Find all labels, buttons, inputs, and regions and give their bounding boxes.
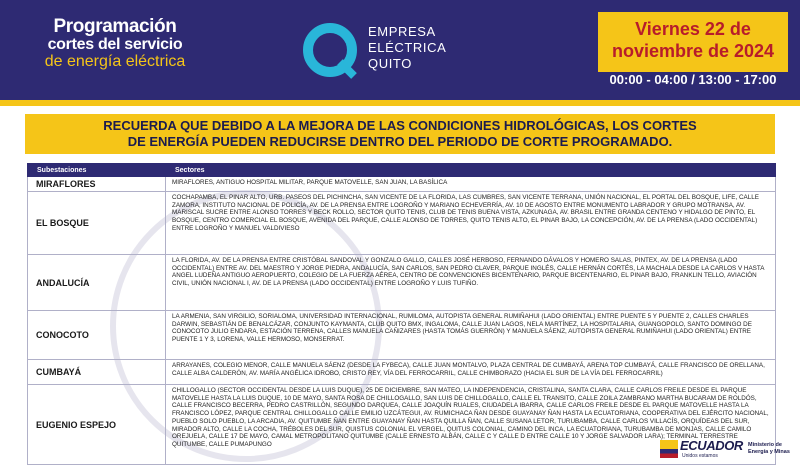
company-line-1: EMPRESA xyxy=(368,24,436,39)
table-row xyxy=(27,177,776,192)
sectors-text: ARRAYANES, COLEGIO MENOR, CALLE MANUELA SÁENZ (DESDE LA FYBECA), CALLE JUAN MONTALVO, PLAZA CENTRAL DE CUMBAYÁ, ARENA TOP CUMBAYÁ, CALLE FRANCISCO DE ORELLANA, CALLE ALBA CALDERÓN, AV. MARÍA ANGÉLICA IDROBO, CRISTO REY, VÍA DEL FERROCARRIL, CALLE CHIMBORAZO (HACIA EL SUR DE LA VÍA DEL FERROCARRIL) xyxy=(172,362,765,377)
substation-name: MIRAFLORES xyxy=(28,177,166,191)
ecuador-wordmark: ECUADOR xyxy=(680,438,743,453)
page-title xyxy=(30,17,200,71)
ecuador-slogan: Unidos estamos xyxy=(682,453,718,459)
date-line-1: Viernes 22 de xyxy=(635,19,751,39)
title-line-3: de energía eléctrica xyxy=(44,52,186,70)
substation-name: CUMBAYÁ xyxy=(28,360,166,384)
notice-line-1: RECUERDA QUE DEBIDO A LA MEJORA DE LAS CONDICIONES HIDROLÓGICAS, LOS CORTES xyxy=(103,118,697,133)
notice-banner xyxy=(25,114,775,154)
substation-name: EL BOSQUE xyxy=(28,192,166,254)
ministry-logo xyxy=(660,438,790,464)
yellow-stripe xyxy=(0,100,800,106)
table-row xyxy=(27,311,776,360)
substation-name: ANDALUCÍA xyxy=(28,255,166,310)
company-line-3: QUITO xyxy=(368,56,412,71)
table-row xyxy=(27,192,776,255)
header-banner xyxy=(0,0,800,100)
table-row xyxy=(27,255,776,311)
sectors-text: MIRAFLORES, ANTIGUO HOSPITAL MILITAR, PARQUE MATOVELLE, SAN JUAN, LA BASÍLICA xyxy=(172,179,448,186)
substation-name: CONOCOTO xyxy=(28,311,166,359)
ministry-line-2: Energía y Minas xyxy=(748,448,790,455)
ministry-line-1: Ministerio de xyxy=(748,442,782,448)
header-sectores: Sectores xyxy=(175,166,205,174)
schedule-table xyxy=(27,163,776,465)
substation-name: EUGENIO ESPEJO xyxy=(28,385,166,464)
sectors-text: CHILLOGALLO (SECTOR OCCIDENTAL DESDE LA LUIS DUQUE), 25 DE DICIEMBRE, SAN MATEO, LA INDEPENDENCIA, CRISTALINA, SANTA CLARA, CALLE CARLOS FREILE DESDE EL PARQUE MATOVELLE HASTA LA LUIS DUQUE, 10 DE MAYO, SANTA ROSA DE CHILLOGALLO, SAN LUIS DE CHILLOGALLO, CALLE EL TRANSITO, CALLE ZOILA ZAMBRANO MARTHA BUCARAM DE ROLDÓS, CALLE FRANCISCO BECERRA, PEDRO CASTRILLÓN, SEGUNDO DARQUEA, CALLE JOAQUÍN RUALES, CIUDADELA IBARRA, CALLE CARLOS FREILE DESDE EL PARQUE MATOVELLE HASTA LA FRANCISCO LÓPEZ, PARQUE CENTRAL CHILLOGALLO CALLE EMILIO UZCÁTEGUI, AV. RUMICHACA ÑAN DESDE GUAYANAY ÑAN HASTA LA ECUATORIANA, COOPERATIVA DEL EJÉRCITO NACIONAL, PUEBLO SOLO PUEBLO, LA ARCADIA, AV. QUITUMBE ÑAN ENTRE GUAYANAY ÑAN HASTA QUILLA ÑAN, CALLE SUSANA LETOR, TURUBAMBA, CALLE CARLOS VILLACÍS, ORQUÍDEAS DEL SUR, MIRADOR ALTO, CALLE LA COCHA, TRÉBOLES DEL SUR, QUISTUS COLONIAL EL VERGEL, QUITUS COLONIAL, CAMINO DEL INCA, LA ECUATORIANA, TURUBAMBA DE MONJAS, CALLE CAMILO OREJUELA, CALLE 17 DE MAYO, CAMAL METROPOLITANO QUITUMBE (CALLE ERNESTO ALBÁN, CALLE C Y CALLE D ENTRE CALLE 10 Y JORGE SALVADOR LARA); TERMINAL TERRESTRE QUITUMBE, CALLE PUMAPUNGO xyxy=(172,387,769,448)
table-header xyxy=(27,163,776,177)
outage-times: 00:00 - 04:00 / 13:00 - 17:00 xyxy=(609,72,777,87)
sectors-text: LA FLORIDA, AV. DE LA PRENSA ENTRE CRISTÓBAL SANDOVAL Y GONZALO GALLO, CALLES JOSÉ HERBOSO, FERNANDO DÁVALOS Y HOMERO SALAS, PINTEX, AV. DE LA PRENSA (LADO OCCIDENTAL) ENTRE AV. DEL MAESTRO Y JORGE PIEDRA, ANDALUCÍA, SAN CARLOS, SAN PEDRO CLAVER, PARQUE INGLÉS, CALLE HERNÁN CORTÉS, LA MACHALA DESDE LA CARLOS V HASTA ANGEL LUDEÑA ANTIGUO AEROPUERTO, COLEGIO DE LA FUERZA AÉREA, CENTRO DE CONVENCIONES BICENTENARIO, PARQUE BICENTENARIO, EL PINAR BAJO, FRANKLIN TELLO, AVIACIÓN CIVIL, UNIÓN NACIONAL I, AV. DE LA PRENSA (LADO OCCIDENTAL) ENTRE LOGROÑO Y LUIS TUFIÑO. xyxy=(172,257,765,288)
title-line-1: Programación xyxy=(53,16,177,37)
date-line-2: noviembre de 2024 xyxy=(611,41,775,61)
sectors-text: COCHAPAMBA, EL PINAR ALTO, URB. PASEOS DEL PICHINCHA, SAN VICENTE DE LA FLORIDA, LAS CUMBRES, SAN VICENTE TERRANA, UNIÓN NACIONAL, EL PORTAL DEL BOSQUE, LIFE, CALLE ZAMORA, INSTITUTO NACIONAL DE POLICÍA, AV. DE LA PRENSA ENTRE LOGROÑO Y MARIANO ECHEVERRÍA, AV. 10 DE AGOSTO ENTRE MONUMENTO LABRADOR Y GRUPO MOTRANSA, AV. MARISCAL SUCRE ENTRE ALONSO TORRES Y BECK ROLLO, SECTOR QUITO TENIS, CLUB DE TENIS BUENA VISTA, AZKUNAGA, AV. BRASIL ENTRE GRANDA CENTENO Y HIDALGO DE PINTO, EL BOSQUE, CENTRO COMERCIAL EL BOSQUE, AVENIDA DEL PARQUE, CALLE ALONSO DE TORRES, QUITO TENIS ALTO, EL PINAR BAJO, LA CONCEPCIÓN, AV. DE LA PRENSA (LADO OCCIDENTAL) ENTRE LOGROÑO Y MANUEL VALDIVIESO xyxy=(172,194,759,232)
notice-line-2: DE ENERGÍA PUEDEN REDUCIRSE DENTRO DEL PERIODO DE CORTE PROGRAMADO. xyxy=(127,134,673,149)
table-row xyxy=(27,360,776,385)
company-name xyxy=(368,24,446,72)
header-subestaciones: Subestaciones xyxy=(37,166,87,174)
ecuador-flag-icon xyxy=(660,440,678,458)
ministry-name xyxy=(748,442,790,455)
company-line-2: ELÉCTRICA xyxy=(368,40,447,55)
date-box xyxy=(598,12,788,72)
title-line-2: cortes del servicio xyxy=(47,35,183,53)
eeq-logo-icon xyxy=(300,20,360,80)
sectors-text: LA ARMENIA, SAN VIRGILIO, SORIALOMA, UNIVERSIDAD INTERNACIONAL, RUMILOMA, AUTOPISTA GENERAL RUMIÑAHUI (LADO ORIENTAL) ENTRE PUENTE 5 Y PUENTE 2, CALLES CHARLES DARWIN, SEBASTIÁN DE BENALCÁZAR, CONJUNTO KAYMANTA, CLUB QUITO BMX, INGALOMA, CALLE JUAN LAGOS, NELA MARTÍNEZ, LA HOSPITALARIA, GUANGOPOLO, SANTO DOMINGO DE CONOCOTO JULIO ENDARA, ESTACIÓN TERRENA, CALLES MANUELA CAÑIZARES (HASTA TOMÁS GUERRÓN) Y MANUELA SÁENZ, AUTOPISTA GENERAL RUMIÑAHUI (LADO ORIENTAL) ENTRE PUENTE 1 Y 3, LORENA, VALLE HERMOSO, MONSERRAT. xyxy=(172,313,752,344)
